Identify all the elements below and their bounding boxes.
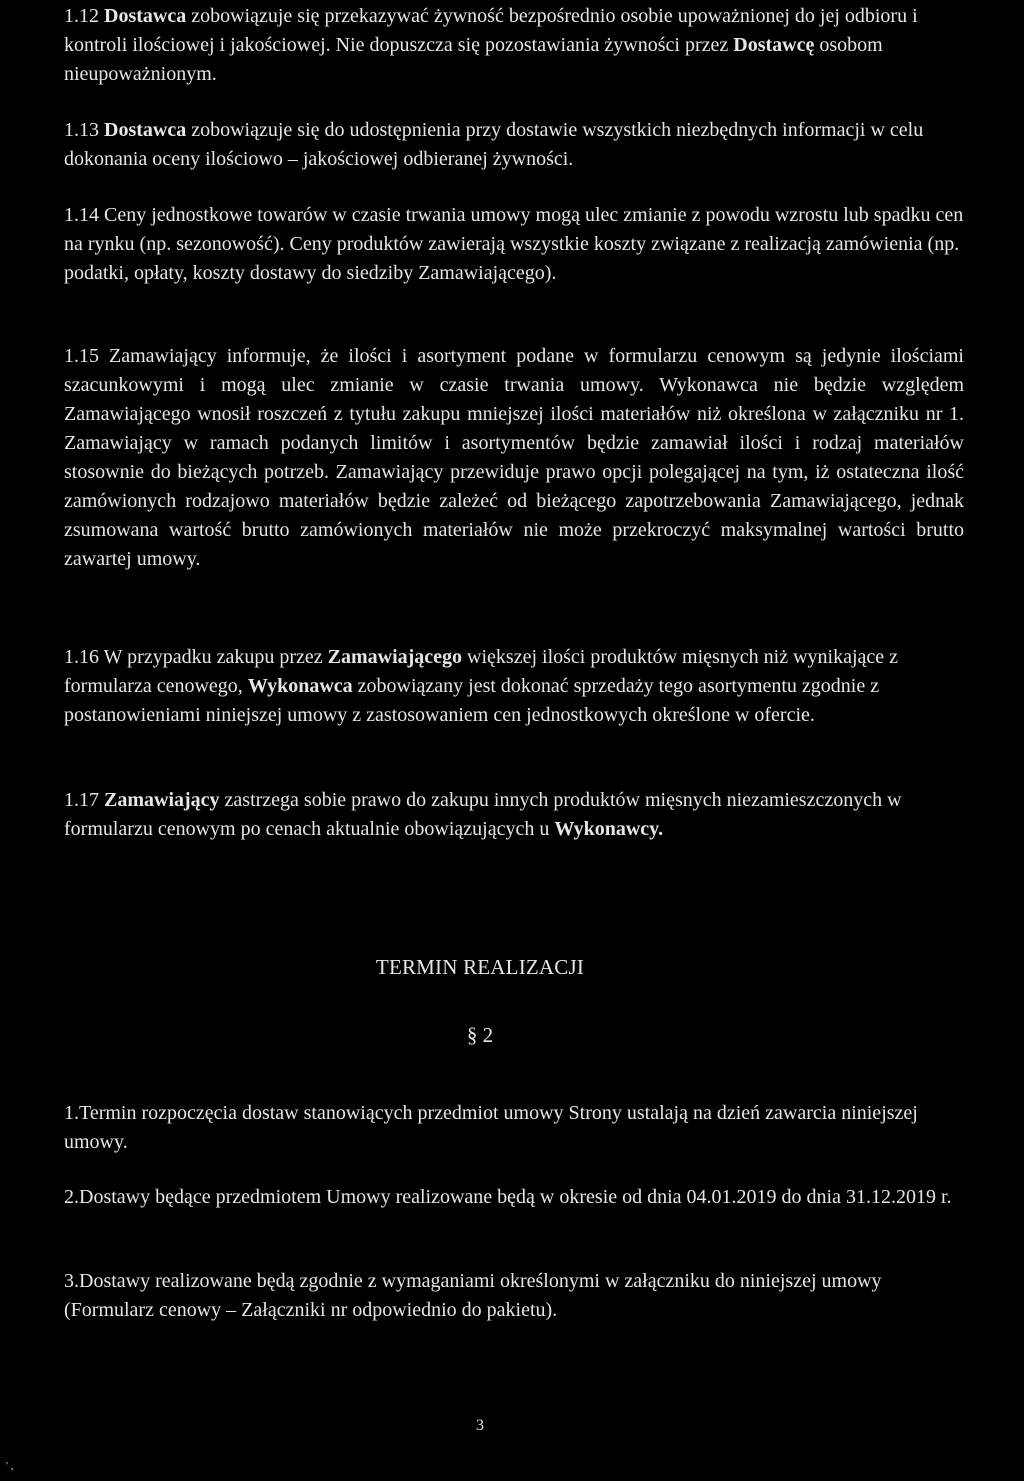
term-item-1: 1.Termin rozpoczęcia dostaw stanowiących przedmiot umowy Strony ustalają na dzień zawarcia niniejszej umowy. (64, 1102, 918, 1153)
paragraph-text: 1.15 Zamawiający informuje, że ilości i asortyment podane w formularzu cenowym są jedynie ilościami szacunkowymi i mogą ulec zmianie w czasie trwania umowy. Wykonawca nie będzie względem Zamawiającego wnosił roszczeń z tytułu zakupu mniejszej ilości materiałów niż określona w załączniku nr 1. Zamawiający w ramach podanych limitów i asortymentów będzie zamawiał ilości i rodzaj materiałów stosownie do bieżących potrzeb. Zamawiający przewiduje prawo opcji polegającej na tym, iż ostateczna ilość zamówionych rodzajowo materiałów będzie zależeć od bieżącego zapotrzebowania Zamawiającego, jednak zsumowana wartość brutto zamówionych materiałów nie może przekroczyć maksymalnej wartości brutto zawartej umowy. (64, 345, 964, 570)
term-item-3: 3.Dostawy realizowane będą zgodnie z wymaganiami określonymi w załączniku do niniejszej umowy (Formularz cenowy – Załączniki nr odpowiednio do pakietu). (64, 1270, 882, 1321)
scan-mark: ' , (6, 1460, 14, 1472)
paragraph-text: zastrzega sobie prawo do zakupu innych produktów mięsnych niezamieszczonych w formularzu cenowym po cenach aktualnie obowiązujących u (64, 789, 902, 840)
bold-term: Zamawiającego (327, 646, 463, 668)
paragraph-text: zobowiązuje się przekazywać żywność bezpośrednio osobie upoważnionej do jej odbioru i kontroli ilościowej i jakościowej. Nie dopuszcza się pozostawiania żywności przez (64, 5, 918, 56)
paragraph-text: zobowiązuje się do udostępnienia przy dostawie wszystkich niezbędnych informacji w celu dokonania oceny ilościowo – jakościowej odbieranej żywności. (64, 119, 924, 170)
paragraph-1-17 (64, 786, 964, 844)
section-heading: TERMIN REALIZACJI (375, 955, 585, 979)
section-number: § 2 (466, 1023, 494, 1047)
paragraph-number: 1.17 (64, 789, 99, 811)
paragraph-text: zobowiązany jest dokonać sprzedaży tego asortymentu zgodnie z postanowieniami niniejszej umowy z zastosowaniem cen jednostkowych określone w ofercie. (64, 675, 880, 726)
paragraph-text: 1.14 Ceny jednostkowe towarów w czasie trwania umowy mogą ulec zmianie z powodu wzrostu lub spadku cen na rynku (np. sezonowość). Ceny produktów zawierają wszystkie koszty związane z realizacją zamówienia (np. podatki, opłaty, koszty dostawy do siedziby Zamawiającego). (64, 204, 964, 284)
bold-term: Dostawca (104, 119, 187, 141)
paragraph-text: większej ilości produktów mięsnych niż wynikające z formularza cenowego, (64, 646, 899, 697)
paragraph-number: 1.13 (64, 119, 99, 141)
paragraph-1-16 (64, 643, 964, 730)
paragraph-text: W przypadku zakupu przez (103, 646, 323, 668)
paragraph-text: osobom nieupoważnionym. (64, 34, 883, 85)
bold-term: Wykonawca (247, 675, 353, 697)
bold-term: Dostawca (104, 5, 187, 27)
bold-term: Zamawiający (104, 789, 220, 811)
paragraph-number: 1.16 (64, 646, 99, 668)
paragraph-number: 1.12 (64, 5, 99, 27)
paragraph-1-15 (64, 342, 964, 574)
term-item-2: 2.Dostawy będące przedmiotem Umowy realizowane będą w okresie od dnia 04.01.2019 do dnia 31.12.2019 r. (64, 1186, 952, 1208)
paragraph-1-12 (64, 2, 964, 89)
bold-term: Dostawcę (733, 34, 815, 56)
page-number: 3 (476, 1417, 484, 1434)
paragraph-1-13 (64, 116, 964, 174)
bold-term: Wykonawcy. (554, 818, 664, 840)
paragraph-1-14 (64, 201, 964, 288)
